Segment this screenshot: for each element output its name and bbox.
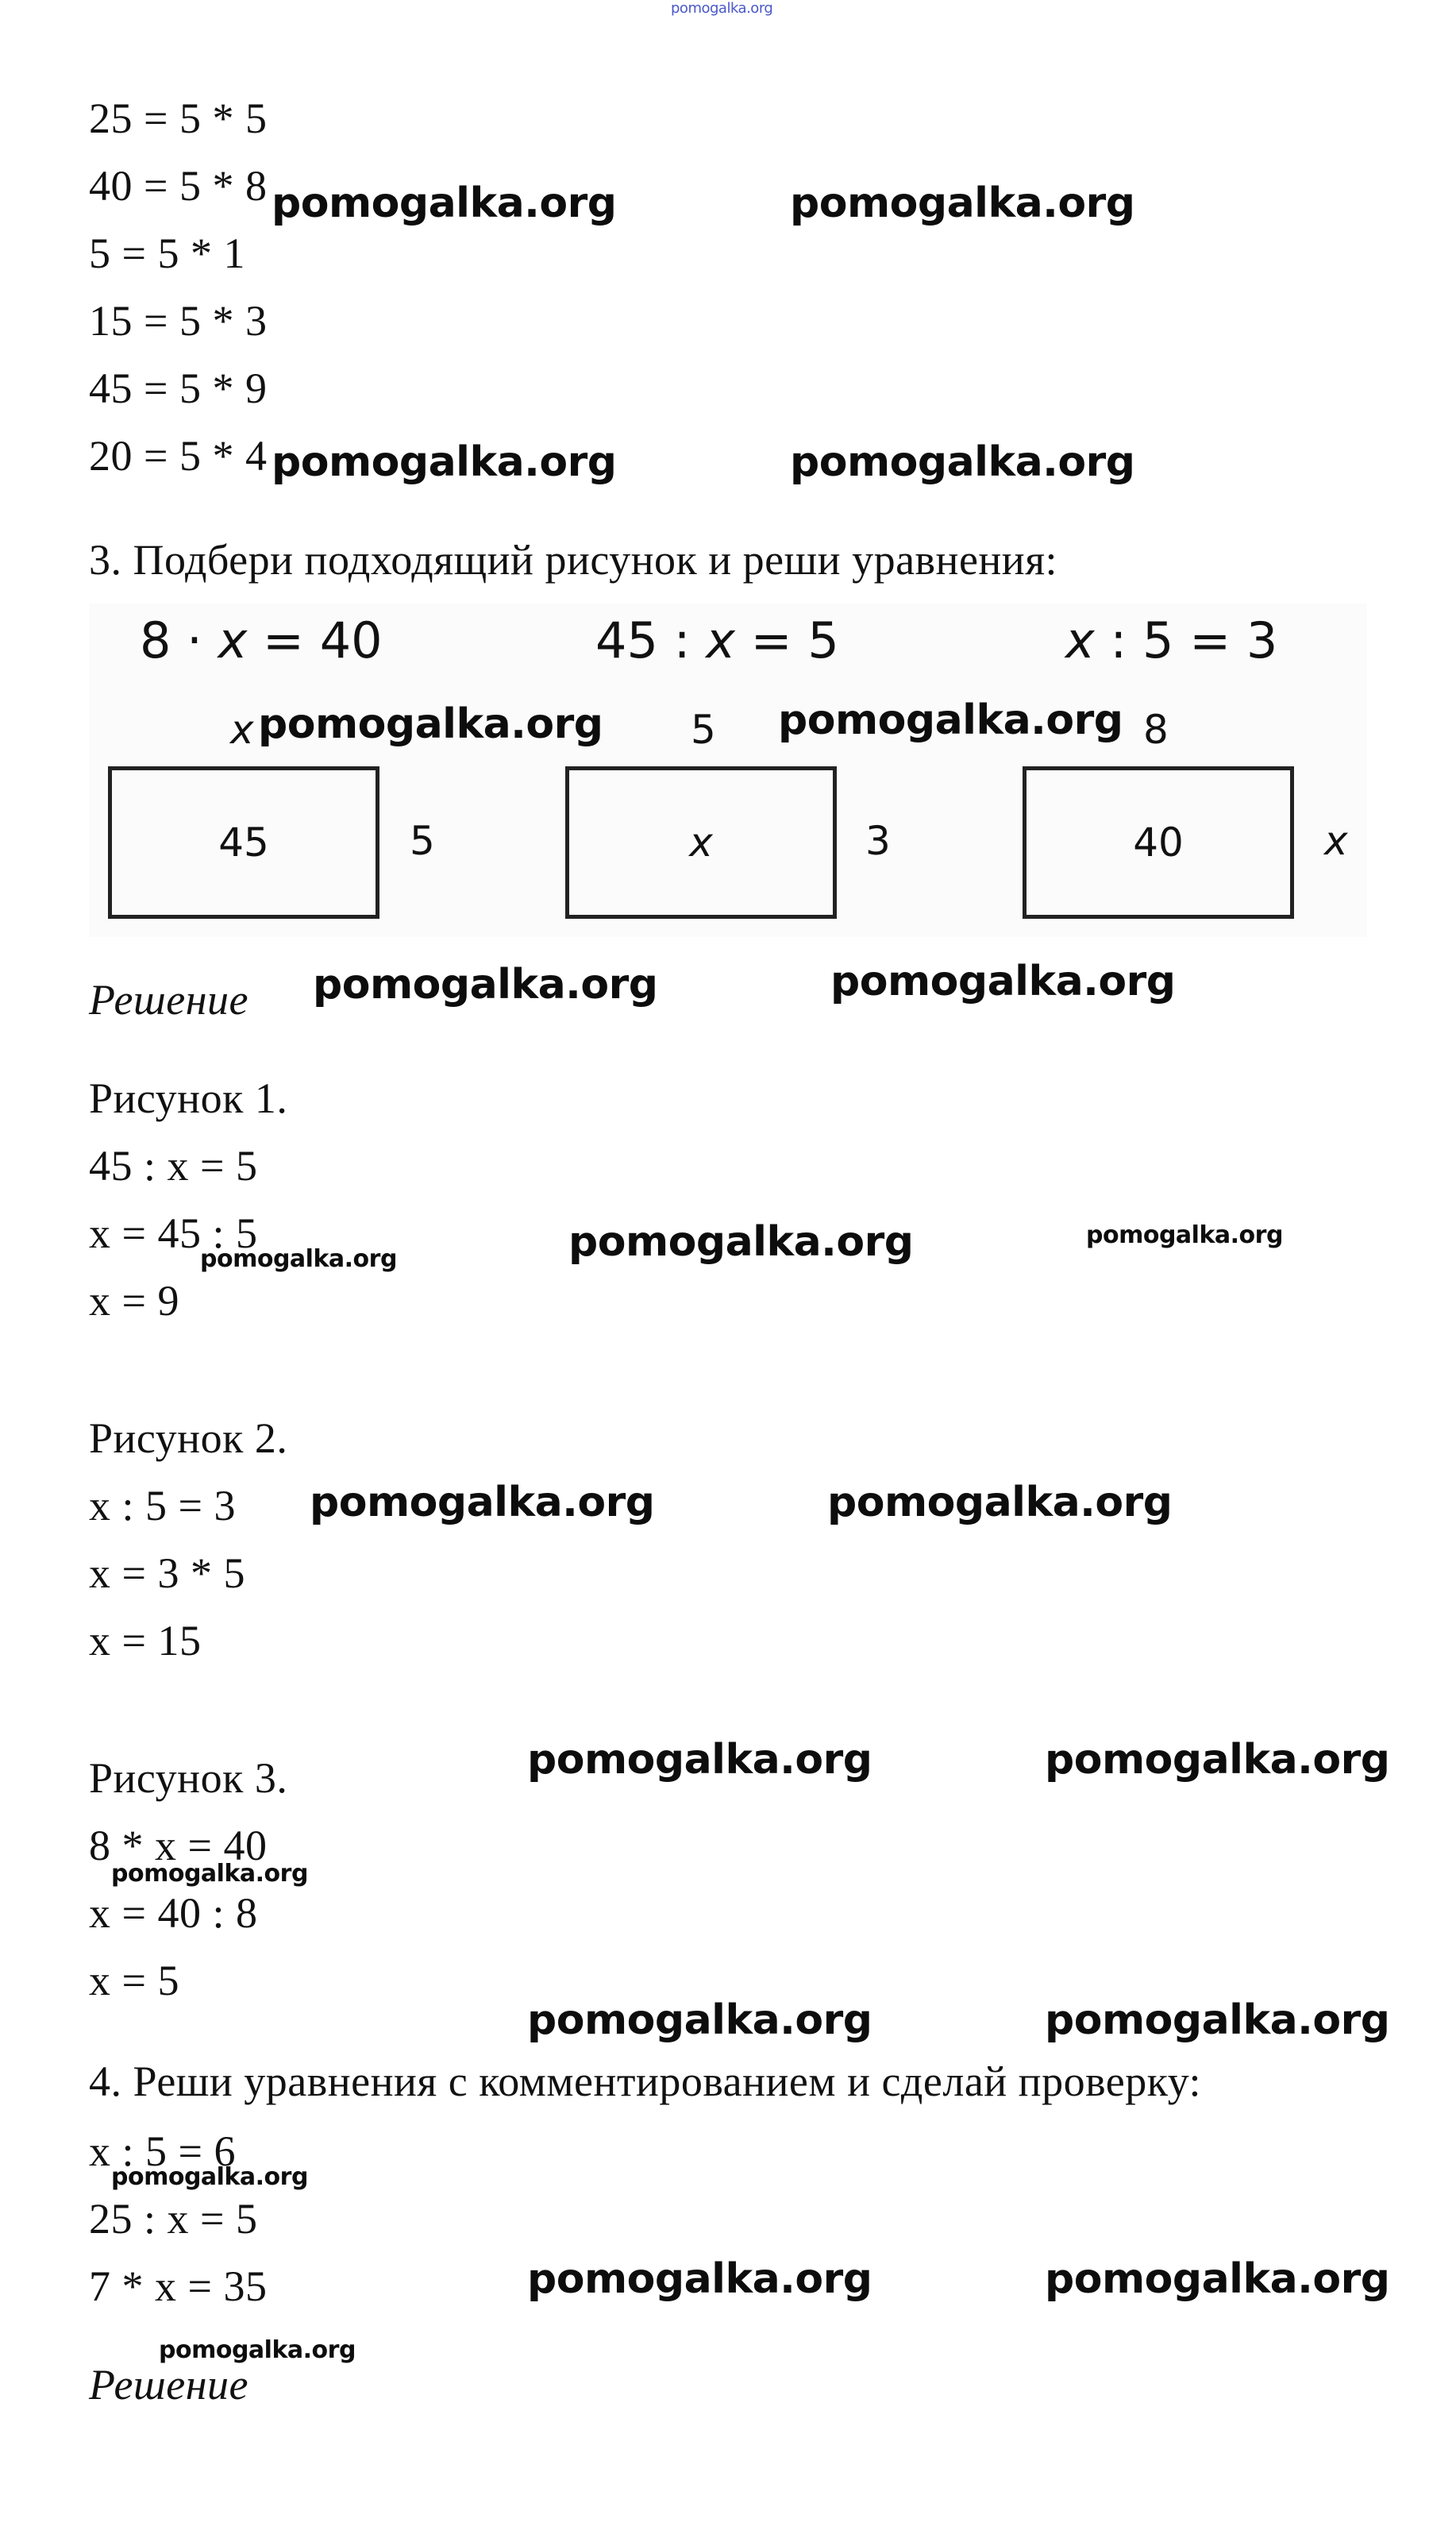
watermark: pomogalka.org	[527, 2255, 872, 2303]
watermark: pomogalka.org	[258, 700, 603, 748]
picture-step: 8 * x = 40	[89, 1822, 268, 1869]
watermark: pomogalka.org	[830, 958, 1176, 1005]
watermark: pomogalka.org	[1086, 1221, 1283, 1249]
watermark: pomogalka.org	[827, 1479, 1173, 1526]
task4-title: 4. Реши уравнения с комментированием и сделай проверку:	[89, 2058, 1201, 2105]
picture-step: 45 : x = 5	[89, 1142, 258, 1190]
watermark: pomogalka.org	[159, 2336, 356, 2364]
product-line: 25 = 5 * 5	[89, 94, 268, 142]
rect1: 45	[108, 766, 379, 919]
watermark: pomogalka.org	[313, 961, 658, 1009]
rect1-top-label: x	[230, 707, 254, 753]
watermark: pomogalka.org	[272, 438, 617, 486]
rect2: x	[565, 766, 837, 919]
picture-step: x = 40 : 8	[89, 1889, 258, 1937]
watermark: pomogalka.org	[790, 438, 1135, 486]
watermark: pomogalka.org	[310, 1479, 655, 1526]
watermark: pomogalka.org	[272, 179, 617, 227]
picture-title: Рисунок 3.	[89, 1754, 288, 1802]
watermark: pomogalka.org	[1045, 1736, 1390, 1784]
picture-step: x = 3 * 5	[89, 1549, 245, 1597]
rect3: 40	[1023, 766, 1294, 919]
picture-title: Рисунок 1.	[89, 1074, 288, 1122]
figure-equation-2: 45 : x = 5	[595, 611, 839, 669]
watermark: pomogalka.org	[1045, 2255, 1390, 2303]
picture-step: x = 45 : 5	[89, 1209, 258, 1257]
picture-step: x = 9	[89, 1277, 179, 1325]
picture-step: x = 5	[89, 1957, 179, 2004]
watermark: pomogalka.org	[111, 2163, 308, 2191]
picture-title: Рисунок 2.	[89, 1414, 288, 1462]
product-line: 45 = 5 * 9	[89, 364, 268, 412]
product-line: 15 = 5 * 3	[89, 297, 268, 345]
task3-title: 3. Подбери подходящий рисунок и реши уравнения:	[89, 536, 1058, 584]
header-watermark: pomogalka.org	[671, 0, 773, 17]
watermark: pomogalka.org	[200, 1245, 397, 1273]
figure-equation-1: 8 · x = 40	[140, 611, 383, 669]
watermark: pomogalka.org	[527, 1996, 872, 2044]
product-line: 40 = 5 * 8	[89, 162, 268, 210]
task4-equation: 7 * x = 35	[89, 2262, 268, 2310]
rect2-side-label: 3	[865, 818, 891, 864]
rect3-side-label: x	[1324, 818, 1348, 864]
watermark: pomogalka.org	[790, 179, 1135, 227]
rect3-top-label: 8	[1143, 707, 1169, 753]
figure-equation-3: x : 5 = 3	[1065, 611, 1278, 669]
picture-step: x = 15	[89, 1617, 202, 1664]
product-line: 20 = 5 * 4	[89, 432, 268, 480]
rect1-side-label: 5	[410, 818, 435, 864]
picture-step: x : 5 = 3	[89, 1482, 236, 1529]
watermark: pomogalka.org	[527, 1736, 872, 1784]
watermark: pomogalka.org	[778, 696, 1123, 744]
task3-solution-label: Решение	[89, 976, 248, 1024]
watermark: pomogalka.org	[1045, 1996, 1390, 2044]
rect2-top-label: 5	[691, 707, 716, 753]
task4-equation: x : 5 = 6	[89, 2127, 236, 2175]
task4-equation: 25 : x = 5	[89, 2195, 258, 2243]
watermark: pomogalka.org	[111, 1860, 308, 1888]
task4-solution-label: Решение	[89, 2361, 248, 2409]
product-line: 5 = 5 * 1	[89, 229, 245, 277]
watermark: pomogalka.org	[568, 1218, 914, 1266]
